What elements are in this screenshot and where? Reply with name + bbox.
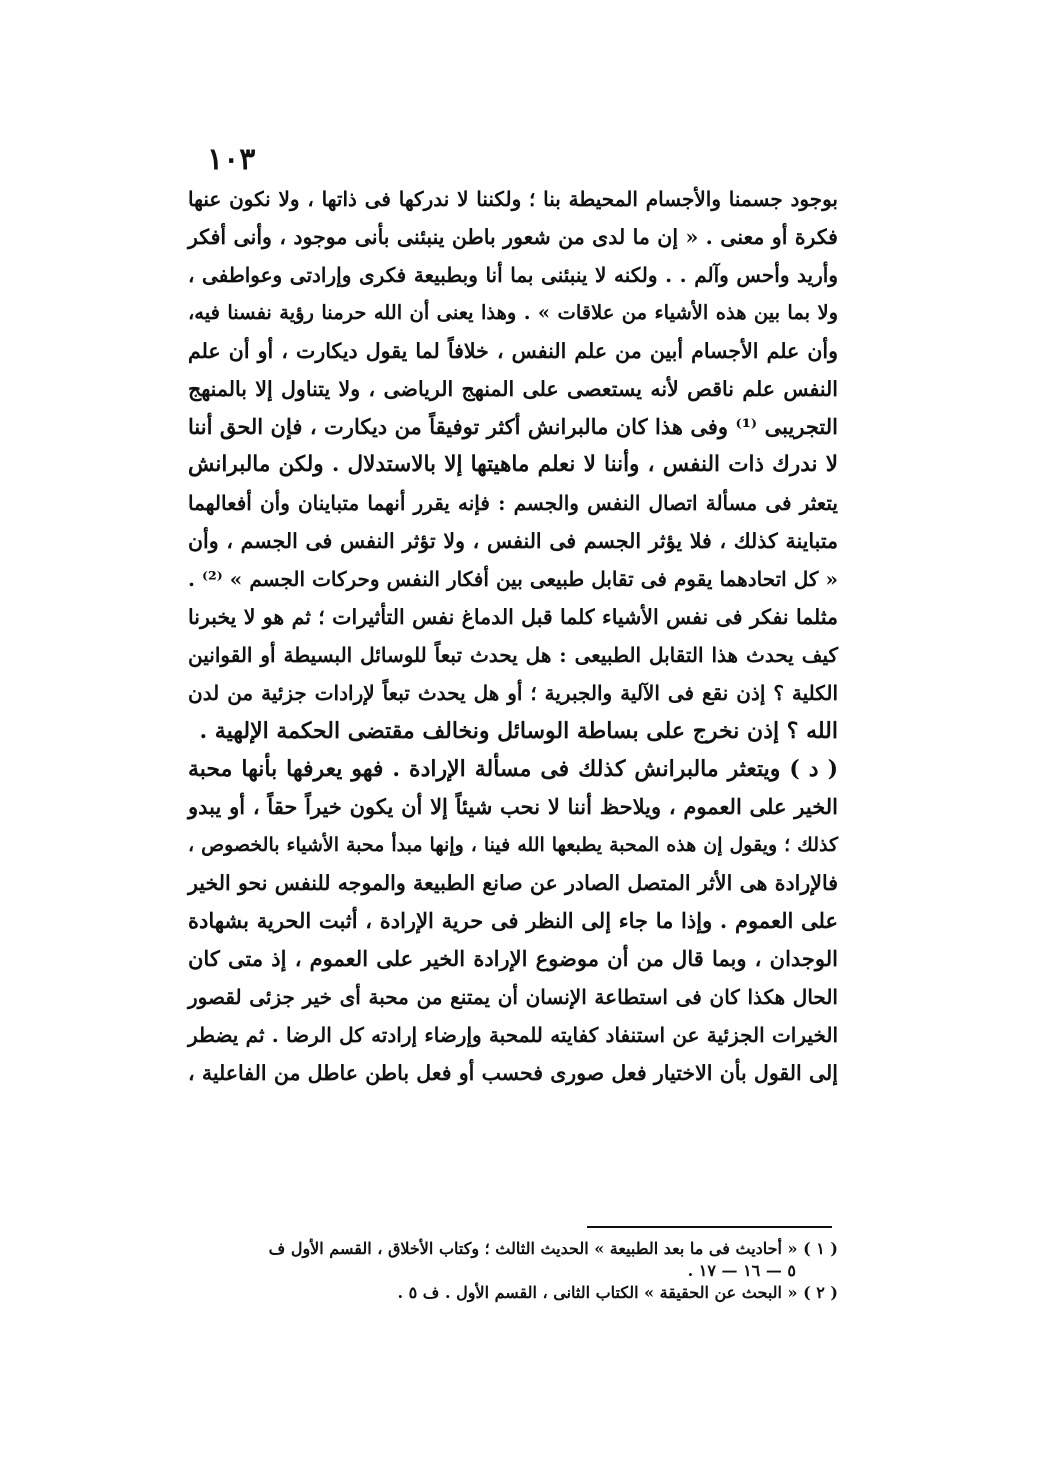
text-line: « كل اتحادهما يقوم فى تقابل طبيعى بين أفكار النفس وحركات الجسم » ⁽²⁾ .	[188, 567, 838, 591]
text-line: لا ندرك ذات النفس ، وأننا لا نعلم ماهيتها إلا بالاستدلال . ولكن مالبرانش	[188, 452, 838, 477]
footnote-divider	[587, 1226, 832, 1228]
text-line: الخير على العموم ، ويلاحظ أننا لا نحب شيئاً إلا أن يكون خيراً حقاً ، أو يبدو	[188, 794, 838, 819]
text-line: كذلك ؛ ويقول إن هذه المحبة يطبعها الله فينا ، وإنها مبدأ محبة الأشياء بالخصوص ،	[188, 834, 838, 856]
text-line: بوجود جسمنا والأجسام المحيطة بنا ؛ ولكننا لا ندركها فى ذاتها ، ولا نكون عنها	[188, 187, 838, 211]
text-line: ولا بما بين هذه الأشياء من علاقات » . وهذا يعنى أن الله حرمنا رؤية نفسنا فيه،	[188, 301, 838, 324]
text-line: على العموم . وإذا ما جاء إلى النظر فى حرية الإرادة ، أثبت الحرية بشهادة	[188, 908, 838, 933]
page-number: ١٠٣	[207, 142, 256, 177]
text-line: متباينة كذلك ، فلا يؤثر الجسم فى النفس ، ولا تؤثر النفس فى الجسم ، وأن	[188, 529, 838, 553]
text-line: يتعثر فى مسألة اتصال النفس والجسم : فإنه يقرر أنهما متباينان وأن أفعالهما	[188, 491, 838, 515]
text-line: التجريبى ⁽¹⁾ وفى هذا كان مالبرانش أكثر توفيقاً من ديكارت ، فإن الحق أننا	[188, 414, 838, 439]
text-line: ( د ) ويتعثر مالبرانش كذلك فى مسألة الإرادة . فهو يعرفها بأنها محبة	[188, 756, 838, 782]
body-text	[188, 180, 838, 1092]
text-line: الكلية ؟ إذن نقع فى الآلية والجبرية ؛ أو هل يحدث تبعاً لإرادات جزئية من لدن	[188, 681, 838, 705]
footnotes	[188, 1238, 838, 1304]
footnote-1: ( ١ ) « أحاديث فى ما بعد الطبيعة » الحديث الثالث ؛ وكتاب الأخلاق ، القسم الأول ف	[268, 1239, 838, 1258]
text-line: إلى القول بأن الاختيار فعل صورى فحسب أو فعل باطن عاطل من الفاعلية ،	[188, 1061, 838, 1085]
text-line: الحال هكذا كان فى استطاعة الإنسان أن يمتنع من محبة أى خير جزئى لقصور	[188, 985, 838, 1009]
text-line: وأريد وأحس وآلم . . ولكنه لا ينبئنى بما أنا وبطبيعة فكرى وإرادتى وعواطفى ،	[188, 263, 838, 287]
text-line: النفس علم ناقص لأنه يستعصى على المنهج الرياضى ، ولا يتناول إلا بالمنهج	[188, 377, 838, 401]
text-line: فالإرادة هى الأثر المتصل الصادر عن صانع الطبيعة والموجه للنفس نحو الخير	[188, 871, 838, 895]
text-line: كيف يحدث هذا التقابل الطبيعى : هل يحدث تبعاً للوسائل البسيطة أو القوانين	[188, 643, 838, 667]
text-line: وأن علم الأجسام أبين من علم النفس ، خلافاً لما يقول ديكارت ، أو أن علم	[188, 339, 838, 363]
text-line: الخيرات الجزئية عن استنفاد كفايته للمحبة وإرضاء إرادته كل الرضا . ثم يضطر	[188, 1023, 838, 1047]
footnote-1-continuation: ٥ — ١٦ — ١٧ .	[687, 1261, 796, 1280]
text-line: الله ؟ إذن نخرج على بساطة الوسائل ونخالف مقتضى الحكمة الإلهية .	[199, 718, 838, 744]
text-line: الوجدان ، وبما قال من أن موضوع الإرادة الخير على العموم ، إذ متى كان	[188, 946, 838, 971]
text-line: فكرة أو معنى . « إن ما لدى من شعور باطن ينبئنى بأنى موجود ، وأنى أفكر	[188, 225, 838, 249]
text-line: مثلما نفكر فى نفس الأشياء كلما قبل الدماغ نفس التأثيرات ؛ ثم هو لا يخبرنا	[188, 605, 838, 629]
footnote-2: ( ٢ ) « البحث عن الحقيقة » الكتاب الثانى ، القسم الأول . ف ٥ .	[397, 1283, 838, 1302]
